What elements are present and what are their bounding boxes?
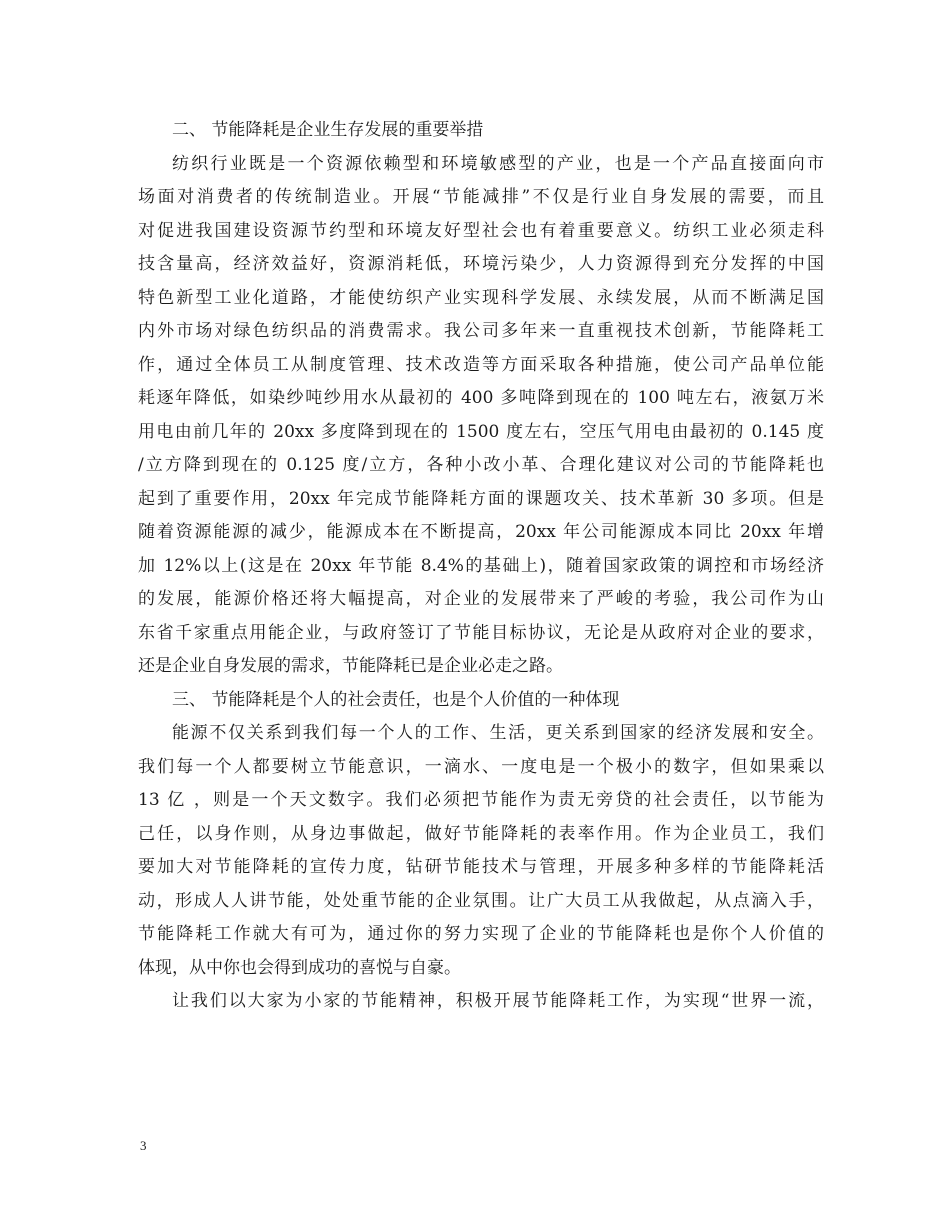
paragraph-line: 节能降耗工作就大有可为，通过你的努力实现了企业的节能降耗也是你个人价值的 [138, 924, 824, 944]
paragraph-line: 让我们以大家为小家的节能精神，积极开展节能降耗工作，为实现“世界一流， [172, 991, 824, 1011]
paragraph-line: 还是企业自身发展的需求，节能降耗已是企业必走之路。 [138, 656, 563, 676]
paragraph-line: 作，通过全体员工从制度管理、技术改造等方面采取各种措施，使公司产品单位能 [138, 354, 824, 375]
paragraph-line: 动，形成人人讲节能，处处重节能的企业氛围。让广大员工从我做起，从点滴入手， [138, 890, 824, 911]
paragraph-line: 纺织行业既是一个资源依赖型和环境敏感型的产业，也是一个产品直接面向市 [172, 153, 824, 174]
paragraph-line: 要加大对节能降耗的宣传力度，钻研节能技术与管理，开展多种多样的节能降耗活 [138, 857, 824, 877]
page-number: 3 [140, 1138, 147, 1153]
paragraph-line: 我们每一个人都要树立节能意识，一滴水、一度电是一个极小的数字，但如果乘以 [138, 756, 824, 777]
paragraph-line: 体现，从中你也会得到成功的喜悦与自豪。 [138, 957, 461, 978]
paragraph-line: 能源不仅关系到我们每一个人的工作、生活，更关系到国家的经济发展和安全。 [172, 723, 824, 743]
paragraph-line: 东省千家重点用能企业，与政府签订了节能目标协议，无论是从政府对企业的要求， [138, 622, 824, 643]
paragraph-line: 对促进我国建设资源节约型和环境友好型社会也有着重要意义。纺织工业必须走科 [138, 220, 824, 241]
paragraph-line: /立方降到现在的 0.125 度/立方，各种小改小革、合理化建议对公司的节能降耗也 [138, 455, 824, 475]
section-heading: 二、 节能降耗是企业生存发展的重要举措 [172, 120, 484, 140]
paragraph-line: 加 12%以上(这是在 20xx 年节能 8.4%的基础上)，随着国家政策的调控和市场经济 [138, 555, 824, 576]
paragraph-line: 用电由前几年的 20xx 多度降到现在的 1500 度左右，空压气用电由最初的 0.145 度 [138, 421, 824, 442]
paragraph-line: 起到了重要作用，20xx 年完成节能降耗方面的课题攻关、技术革新 30 多项。但是 [138, 488, 824, 509]
paragraph-line: 13 亿 ，则是一个天文数字。我们必须把节能作为责无旁贷的社会责任，以节能为 [138, 790, 824, 810]
paragraph-line: 技含量高，经济效益好，资源消耗低，环境污染少，人力资源得到充分发挥的中国 [138, 254, 824, 274]
paragraph-line: 己任，以身作则，从身边事做起，做好节能降耗的表率作用。作为企业员工，我们 [138, 823, 824, 844]
document-body [138, 114, 824, 1019]
paragraph-line: 随着资源能源的减少，能源成本在不断提高，20xx 年公司能源成本同比 20xx 年增 [138, 522, 824, 542]
paragraph-line: 耗逐年降低，如染纱吨纱用水从最初的 400 多吨降到现在的 100 吨左右，液氨万米 [138, 388, 824, 408]
paragraph-line: 的发展，能源价格还将大幅提高，对企业的发展带来了严峻的考验，我公司作为山 [138, 589, 824, 609]
paragraph-line: 场面对消费者的传统制造业。开展“节能减排”不仅是行业自身发展的需要，而且 [138, 187, 824, 207]
paragraph-line: 内外市场对绿色纺织品的消费需求。我公司多年来一直重视技术创新，节能降耗工 [138, 321, 824, 341]
paragraph-line: 特色新型工业化道路，才能使纺织产业实现科学发展、永续发展，从而不断满足国 [138, 287, 824, 308]
section-heading: 三、 节能降耗是个人的社会责任，也是个人价值的一种体现 [172, 689, 620, 710]
